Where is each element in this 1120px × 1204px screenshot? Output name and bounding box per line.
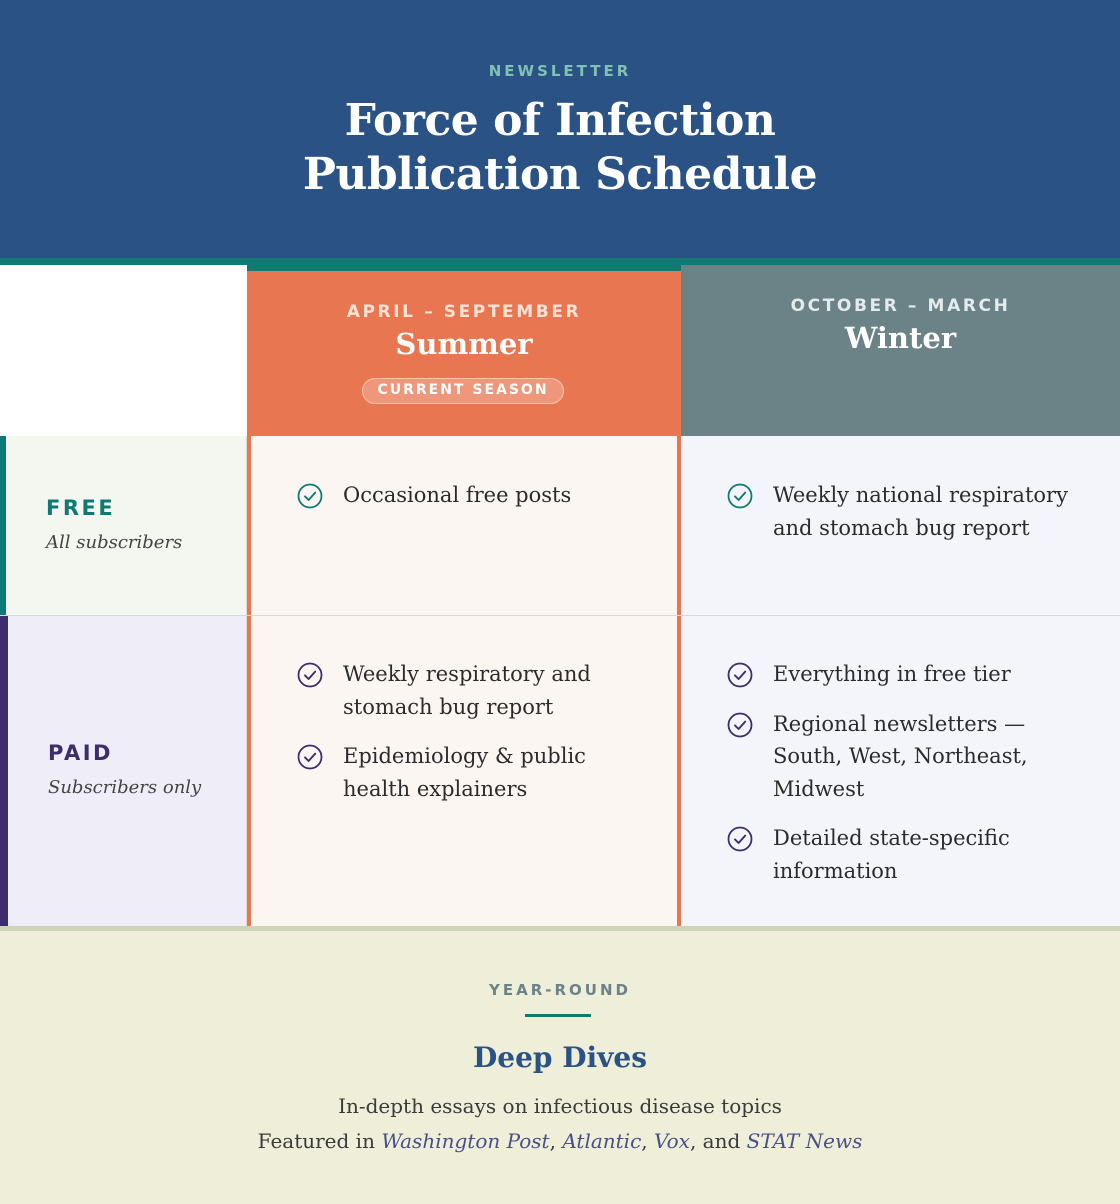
check-circle-icon [727, 826, 753, 852]
free-winter-list [727, 479, 1090, 561]
year-round-title: Deep Dives [472, 1041, 647, 1074]
summer-range: APRIL – SEPTEMBER [346, 302, 582, 322]
list-item [727, 708, 1090, 806]
publication-stat-news: STAT News [746, 1129, 863, 1153]
featured-in-line [0, 1129, 1120, 1153]
winter-range: OCTOBER – MARCH [790, 296, 1011, 316]
featured-prefix: Featured in [257, 1129, 375, 1153]
list-item-text: Detailed state-specific information [773, 826, 1010, 883]
tier-label-free [0, 436, 247, 615]
free-summer-cell [247, 436, 681, 615]
list-item [297, 479, 647, 512]
title-line-1: Force of Infection [344, 95, 776, 146]
title-line-2: Publication Schedule [302, 149, 818, 200]
corner-cell [0, 265, 247, 436]
header-banner [0, 0, 1120, 258]
header-kicker: NEWSLETTER [488, 62, 632, 80]
tier-subtitle-free: All subscribers [46, 532, 183, 553]
header-divider [0, 258, 1120, 265]
season-header-winter [681, 265, 1120, 436]
tier-name-paid: PAID [48, 741, 113, 765]
check-circle-icon [727, 483, 753, 509]
list-item-text: Epidemiology & public health explainers [343, 744, 586, 801]
list-item-text: Everything in free tier [773, 662, 1011, 686]
list-item [297, 658, 647, 723]
year-round-description: In-depth essays on infectious disease topics [338, 1094, 782, 1118]
free-summer-list [297, 479, 647, 529]
paid-summer-list [297, 658, 647, 822]
list-item-text: Regional newsletters — South, West, Northeast, Midwest [773, 711, 1028, 801]
check-circle-icon [297, 483, 323, 509]
current-season-indicator [247, 265, 681, 271]
page-title [0, 94, 1120, 202]
publication-atlantic: Atlantic [562, 1129, 642, 1153]
tier-name-free: FREE [46, 496, 116, 520]
check-circle-icon [297, 744, 323, 770]
list-item [727, 479, 1090, 544]
summer-name: Summer [395, 327, 533, 361]
separator-and: , and [689, 1129, 741, 1153]
tier-label-paid [0, 615, 247, 926]
separator-comma: , [549, 1129, 556, 1153]
free-winter-cell [681, 436, 1120, 615]
row-divider [0, 615, 1120, 616]
list-item [297, 740, 647, 805]
separator-comma: , [641, 1129, 648, 1153]
year-round-section [0, 926, 1120, 1204]
list-item-text: Weekly national respiratory and stomach bug report [773, 483, 1068, 540]
year-round-kicker: YEAR-ROUND [489, 981, 631, 999]
column-divider [246, 436, 247, 926]
tier-subtitle-paid: Subscribers only [48, 777, 202, 798]
list-item-text: Occasional free posts [343, 483, 572, 507]
winter-name: Winter [844, 321, 957, 355]
paid-winter-cell [681, 615, 1120, 926]
paid-winter-list [727, 658, 1090, 904]
season-header-summer [247, 265, 681, 436]
publication-vox: Vox [654, 1129, 690, 1153]
check-circle-icon [297, 662, 323, 688]
list-item [727, 822, 1090, 887]
publication-washington-post: Washington Post [381, 1129, 550, 1153]
year-round-rule [525, 1014, 591, 1017]
list-item-text: Weekly respiratory and stomach bug report [343, 662, 591, 719]
check-circle-icon [727, 712, 753, 738]
check-circle-icon [727, 662, 753, 688]
list-item [727, 658, 1090, 691]
paid-summer-cell [247, 615, 681, 926]
current-season-badge: CURRENT SEASON [362, 378, 564, 404]
